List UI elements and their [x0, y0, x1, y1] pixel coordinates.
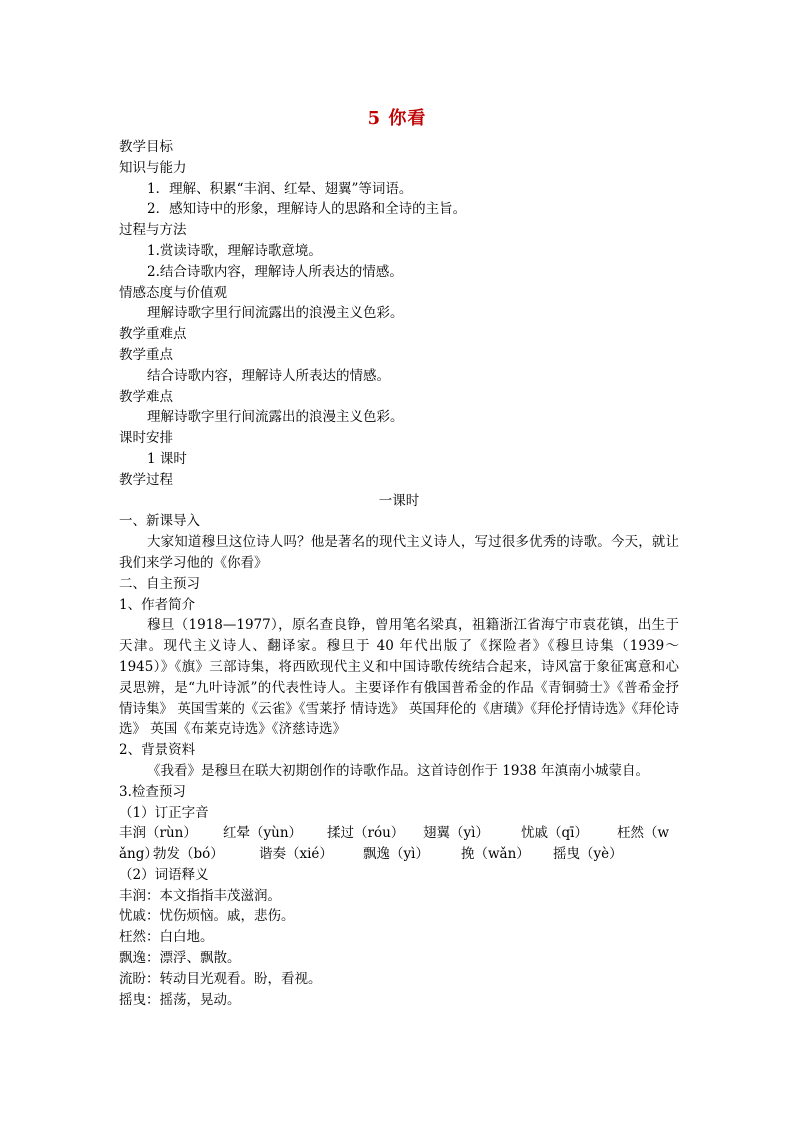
lesson-label: 一课时 [378, 492, 420, 509]
gloss-item: 摇曳：摇荡，晃动。 [119, 991, 241, 1008]
gloss-item: 流盼：转动目光观看。盼，看视。 [119, 970, 322, 987]
key-heading: 教学重点 [119, 346, 173, 363]
background-paragraph: 《我看》是穆旦在联大初期创作的诗歌作品。这首诗创作于 1938 年滇南小城蒙自。 [147, 762, 649, 779]
pronunciation-item: 摇曳（yè） [553, 846, 623, 863]
pronunciation-item: 红晕（yùn） [223, 825, 303, 842]
key-item: 结合诗歌内容，理解诗人所表达的情感。 [147, 367, 390, 384]
schedule-heading: 课时安排 [119, 430, 173, 447]
pronunciation-item: 挽（wǎn） [461, 846, 530, 863]
pronunciation-item: 勃发（bó） [153, 846, 224, 863]
pronunciation-item: 飘逸（yì） [363, 846, 429, 863]
background-heading: 2、背景资料 [119, 742, 196, 759]
gloss-heading: （2）词语释义 [119, 866, 209, 883]
author-heading: 1、作者简介 [119, 596, 196, 613]
pronunciation-item: 揉过（róu） [327, 825, 405, 842]
goals-heading: 教学目标 [119, 139, 173, 155]
attitude-heading: 情感态度与价值观 [119, 284, 227, 301]
process-heading: 过程与方法 [119, 222, 187, 239]
pronunciation-item: 翅翼（yì） [423, 825, 489, 842]
keydiff-heading: 教学重难点 [119, 326, 187, 343]
gloss-item: 忧戚：忧伤烦恼。戚，悲伤。 [119, 908, 295, 925]
knowledge-heading: 知识与能力 [119, 159, 187, 176]
pronunciation-heading: （1）订正字音 [119, 804, 209, 821]
schedule-item: 1 课时 [147, 450, 187, 467]
pronunciation-item: 枉然（w [617, 825, 670, 842]
intro-heading: 一、新课导入 [119, 513, 200, 530]
attitude-item: 理解诗歌字里行间流露出的浪漫主义色彩。 [147, 305, 404, 322]
page-title: 5 你看 [367, 108, 427, 129]
pronunciation-item: 丰润（rùn） [119, 825, 197, 842]
pronunciation-row [119, 823, 679, 844]
pronunciation-row [119, 844, 679, 865]
process-item: 2.结合诗歌内容，理解诗人所表达的情感。 [147, 263, 403, 280]
document-body [119, 137, 679, 1010]
author-paragraph: 穆旦（1918—1977），原名查良铮，曾用笔名梁真，祖籍浙江省海宁市袁花镇，出生于天津。现代主义诗人、翻译家。穆旦于 40 年代出版了《探险者》《穆旦诗集（1939～1945）》《旗》三部诗集，将西欧现代主义和中国诗歌传统结合起来，诗风富于象征寓意和心灵思辨，是“九叶诗派”的代表性诗人。主要译作有俄国普希金的作品《青铜骑士》《普希金抒情诗集》 英国雪莱的《云雀》《雪莱抒 情诗选》 英国拜伦的《唐璜》《拜伦抒情诗选》《拜伦诗选》 英国《布莱克诗选》《济慈诗选》 [119, 617, 679, 738]
intro-paragraph: 大家知道穆旦这位诗人吗？他是著名的现代主义诗人，写过很多优秀的诗歌。今天，就让我们来学习他的《你看》 [119, 534, 679, 571]
pronunciation-item: 谐奏（xié） [259, 846, 333, 863]
difficulty-item: 理解诗歌字里行间流露出的浪漫主义色彩。 [147, 409, 404, 426]
gloss-item: 丰润：本文指指丰茂滋润。 [119, 887, 281, 904]
gloss-item: 枉然：白白地。 [119, 929, 214, 946]
pronunciation-item: ǎng） [119, 846, 158, 863]
gloss-item: 飘逸：漂浮、飘散。 [119, 950, 241, 967]
difficulty-heading: 教学难点 [119, 388, 173, 405]
process-item: 1.赏读诗歌，理解诗歌意境。 [147, 242, 322, 259]
procedure-heading: 教学过程 [119, 471, 173, 488]
pronunciation-item: 忧戚（qī） [521, 825, 588, 842]
knowledge-item: 1．理解、积累“丰润、红晕、翅翼”等词语。 [147, 180, 413, 197]
knowledge-item: 2．感知诗中的形象，理解诗人的思路和全诗的主旨。 [147, 201, 467, 218]
check-heading: 3.检查预习 [119, 783, 186, 800]
preview-heading: 二、自主预习 [119, 575, 200, 592]
